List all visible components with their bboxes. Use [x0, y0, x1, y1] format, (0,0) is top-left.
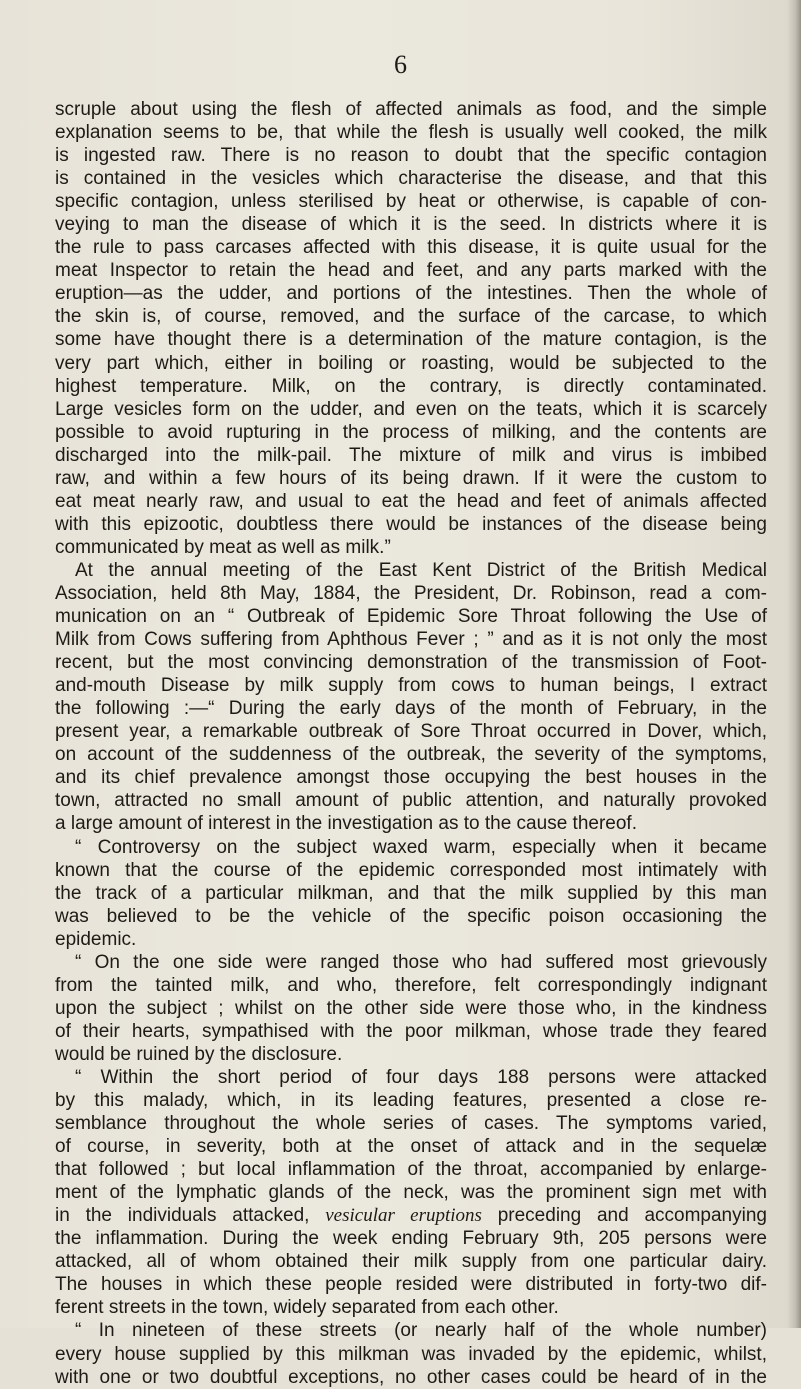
- text-line-content: “ On the one side were ranged those who had suffered most grievously: [75, 951, 767, 973]
- text-line: [55, 1204, 767, 1227]
- text-line: [55, 282, 767, 305]
- text-line-content: is contained in the vesicles which characterise the disease, and that this: [55, 168, 767, 190]
- text-line: [55, 766, 767, 789]
- text-line: [55, 582, 767, 605]
- text-line-content: was believed to be the vehicle of the specific poison occasioning the: [55, 905, 767, 927]
- text-line-content: scruple about using the flesh of affected animals as food, and the simple: [55, 99, 767, 120]
- text-line: [55, 328, 767, 351]
- text-line-content: with this epizootic, doubtless there would be instances of the disease being: [55, 513, 767, 535]
- text-line-content: of their hearts, sympathised with the poor milkman, whose trade they feared: [55, 1020, 767, 1042]
- text-line: [55, 836, 767, 859]
- text-line: [55, 398, 767, 421]
- text-line: [55, 1343, 767, 1366]
- text-line-content: in the individuals attacked,: [55, 1205, 310, 1227]
- text-line: [55, 789, 767, 812]
- text-line: [55, 559, 767, 582]
- text-line: [55, 1112, 767, 1135]
- text-line-content: on account of the suddenness of the outbreak, the severity of the symptoms,: [55, 744, 767, 766]
- text-line: [55, 1181, 767, 1204]
- text-line: [55, 651, 767, 674]
- text-line: [55, 305, 767, 328]
- text-line: [55, 1158, 767, 1181]
- text-line: [55, 1020, 767, 1043]
- text-line: [55, 674, 767, 697]
- text-line-content: known that the course of the epidemic corresponded most intimately with: [55, 859, 767, 881]
- text-line-content: veying to man the disease of which it is the seed. In districts where it is: [55, 214, 767, 236]
- text-line: [55, 1366, 767, 1389]
- page-number: 6: [394, 50, 407, 79]
- text-line: [55, 720, 767, 743]
- text-line: [55, 444, 767, 467]
- text-line-content: the following :—“ During the early days of the month of February, in the: [55, 698, 767, 720]
- text-line-content: town, attracted no small amount of public attention, and naturally provoked: [55, 790, 767, 812]
- text-line-content: recent, but the most convincing demonstration of the transmission of Foot-: [55, 652, 767, 674]
- text-line-content: raw, and within a few hours of its being drawn. If it were the custom to: [55, 467, 767, 489]
- body-text: [55, 98, 767, 1389]
- text-line: [55, 743, 767, 766]
- text-line-content: eat meat nearly raw, and usual to eat the head and feet of animals affected: [55, 490, 767, 512]
- text-line-content: Association, held 8th May, 1884, the President, Dr. Robinson, read a com-: [55, 582, 767, 604]
- text-line-content: eruption—as the udder, and portions of the intestines. Then the whole of: [55, 283, 767, 305]
- text-line-content: “ Within the short period of four days 188 persons were attacked: [75, 1066, 767, 1088]
- text-line-content: munication on an “ Outbreak of Epidemic Sore Throat following the Use of: [55, 606, 767, 628]
- text-line-content: Large vesicles form on the udder, and even on the teats, which it is scarcely: [55, 398, 767, 420]
- text-line-content: and its chief prevalence amongst those occupying the best houses in the: [55, 767, 767, 789]
- text-line-content: the track of a particular milkman, and that the milk supplied by this man: [55, 882, 767, 904]
- text-line: [55, 1296, 767, 1319]
- text-line-content: specific contagion, unless sterilised by heat or otherwise, is capable of con-: [55, 191, 767, 213]
- italic-phrase: vesicular eruptions: [325, 1205, 482, 1227]
- text-line: [55, 121, 767, 144]
- text-line: [55, 1043, 767, 1066]
- text-line: [55, 513, 767, 536]
- text-line-content: upon the subject ; whilst on the other side were those who, in the kindness: [55, 997, 767, 1019]
- text-line-content: the skin is, of course, removed, and the surface of the carcase, to which: [55, 306, 767, 328]
- text-line: [55, 905, 767, 928]
- text-line-content: At the annual meeting of the East Kent District of the British Medical: [75, 559, 767, 581]
- text-line: [55, 213, 767, 236]
- text-line-content: would be ruined by the disclosure.: [55, 1043, 343, 1065]
- text-line-content: ment of the lymphatic glands of the neck, was the prominent sign met with: [55, 1182, 767, 1204]
- text-line: [55, 467, 767, 490]
- text-line-content: communicated by meat as well as milk.”: [55, 536, 391, 558]
- text-line-content: Milk from Cows suffering from Aphthous Fever ; ” and as it is not only the most: [55, 629, 767, 651]
- text-line-content: by this malady, which, in its leading features, presented a close re-: [55, 1090, 767, 1112]
- text-line-content: possible to avoid rupturing in the process of milking, and the contents are: [55, 421, 767, 443]
- text-line: [55, 605, 767, 628]
- text-line-content: explanation seems to be, that while the flesh is usually well cooked, the milk: [55, 122, 767, 144]
- text-line-content: highest temperature. Milk, on the contrary, is directly contaminated.: [55, 375, 767, 397]
- text-line-content: attacked, all of whom obtained their milk supply from one particular dairy.: [55, 1251, 767, 1273]
- text-line-content: the inflammation. During the week ending February 9th, 205 persons were: [55, 1228, 767, 1250]
- text-line-content: semblance throughout the whole series of cases. The symptoms varied,: [55, 1113, 767, 1135]
- text-line-content: “ In nineteen of these streets (or nearly half of the whole number): [75, 1320, 767, 1342]
- text-line-content: is ingested raw. There is no reason to doubt that the specific contagion: [55, 145, 767, 167]
- text-line-content: and-mouth Disease by milk supply from cows to human beings, I extract: [55, 675, 767, 697]
- text-line: [55, 628, 767, 651]
- text-line-content: “ Controversy on the subject waxed warm, especially when it became: [75, 836, 767, 858]
- text-line: [55, 375, 767, 398]
- text-line: [55, 974, 767, 997]
- text-line-content: epidemic.: [55, 928, 137, 950]
- text-line-content: ferent streets in the town, widely separated from each other.: [55, 1297, 559, 1319]
- text-line: [55, 144, 767, 167]
- text-line: [55, 1066, 767, 1089]
- text-line-content: of course, in severity, both at the onset of attack and in the sequelæ: [55, 1136, 767, 1158]
- text-line-content: that followed ; but local inflammation of the throat, accompanied by enlarge-: [55, 1159, 767, 1181]
- text-line: [55, 98, 767, 121]
- text-line: [55, 190, 767, 213]
- text-line: [55, 928, 767, 951]
- text-line: [55, 1250, 767, 1273]
- text-line: [55, 1273, 767, 1296]
- text-line: [55, 1135, 767, 1158]
- text-line: [55, 1089, 767, 1112]
- text-line: [55, 236, 767, 259]
- text-line: [55, 536, 767, 559]
- text-line-content: very part which, either in boiling or roasting, would be subjected to the: [55, 352, 767, 374]
- text-line: [55, 1319, 767, 1342]
- text-line: [55, 859, 767, 882]
- text-line-content: The houses in which these people resided were distributed in forty-two dif-: [55, 1274, 767, 1296]
- text-line: [55, 1227, 767, 1250]
- text-line: [55, 167, 767, 190]
- text-line: [55, 697, 767, 720]
- text-line-content: present year, a remarkable outbreak of Sore Throat occurred in Dover, which,: [55, 721, 767, 743]
- text-line-content: some have thought there is a determination of the mature contagion, is the: [55, 329, 767, 351]
- text-line: [55, 352, 767, 375]
- text-line-content: with one or two doubtful exceptions, no other cases could be heard of in the: [55, 1366, 767, 1388]
- text-line: [55, 951, 767, 974]
- text-line: [55, 997, 767, 1020]
- text-line-content: from the tainted milk, and who, therefore, felt correspondingly indignant: [55, 974, 767, 996]
- text-line: [55, 259, 767, 282]
- text-line: [55, 490, 767, 513]
- text-line: [55, 421, 767, 444]
- text-line-content: the rule to pass carcases affected with this disease, it is quite usual for the: [55, 237, 767, 259]
- page-edge-shadow: [787, 0, 801, 1328]
- text-line: [55, 812, 767, 835]
- text-line-content: meat Inspector to retain the head and feet, and any parts marked with the: [55, 260, 767, 282]
- text-line-content: discharged into the milk-pail. The mixture of milk and virus is imbibed: [55, 444, 767, 466]
- text-line-content: every house supplied by this milkman was invaded by the epidemic, whilst,: [55, 1343, 767, 1365]
- text-line-content: a large amount of interest in the investigation as to the cause thereof.: [55, 813, 637, 835]
- text-line: [55, 882, 767, 905]
- text-line-continuation: preceding and accompanying: [497, 1205, 767, 1227]
